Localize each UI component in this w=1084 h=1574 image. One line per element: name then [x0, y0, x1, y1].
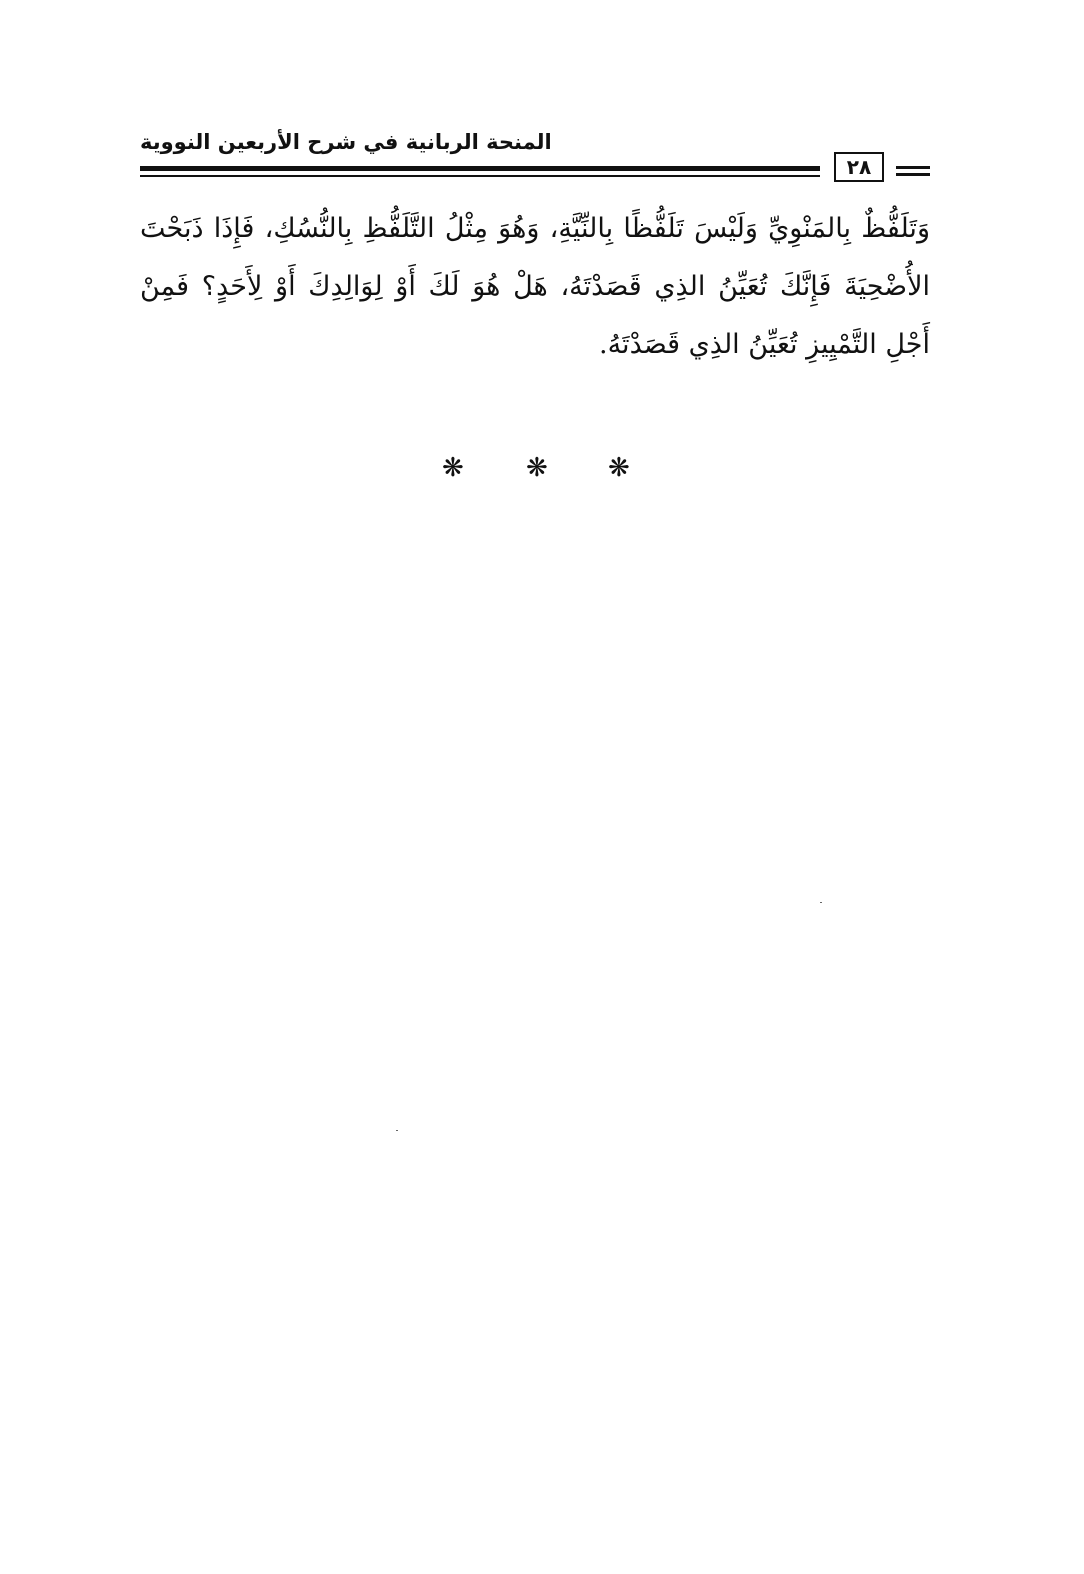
separator-star-icon: ❋: [608, 453, 630, 483]
scan-speck: [396, 1130, 398, 1131]
scan-speck: [820, 902, 822, 903]
body-paragraph: وَتَلَفُّظٌ بِالمَنْوِيِّ وَلَيْسَ تَلَفُّظًا بِالنِّيَّةِ، وَهُوَ مِثْلُ التَّلَفُّظِ بِالنُّسُكِ، فَإِذَا ذَبَحْتَ الأُضْحِيَةَ فَإِنَّكَ تُعَيِّنُ الذِي قَصَدْتَهُ، هَلْ هُوَ لَكَ أَوْ لِوَالِدِكَ أَوْ لِأَحَدٍ؟ فَمِنْ أَجْلِ التَّمْيِيزِ تُعَيِّنُ الذِي قَصَدْتَهُ.: [140, 213, 930, 360]
header-rule-thick: [140, 166, 820, 171]
header-rule-thin: [140, 175, 820, 177]
separator-star-icon: ❋: [442, 453, 464, 483]
separator-star-icon: ❋: [526, 453, 548, 483]
header-rule-right-2: [896, 173, 930, 176]
running-title: المنحة الربانية في شرح الأربعين النووية: [140, 130, 552, 154]
section-separator: [0, 448, 1084, 488]
header-rule-right-1: [896, 166, 930, 169]
page-number: ٢٨: [834, 152, 884, 182]
